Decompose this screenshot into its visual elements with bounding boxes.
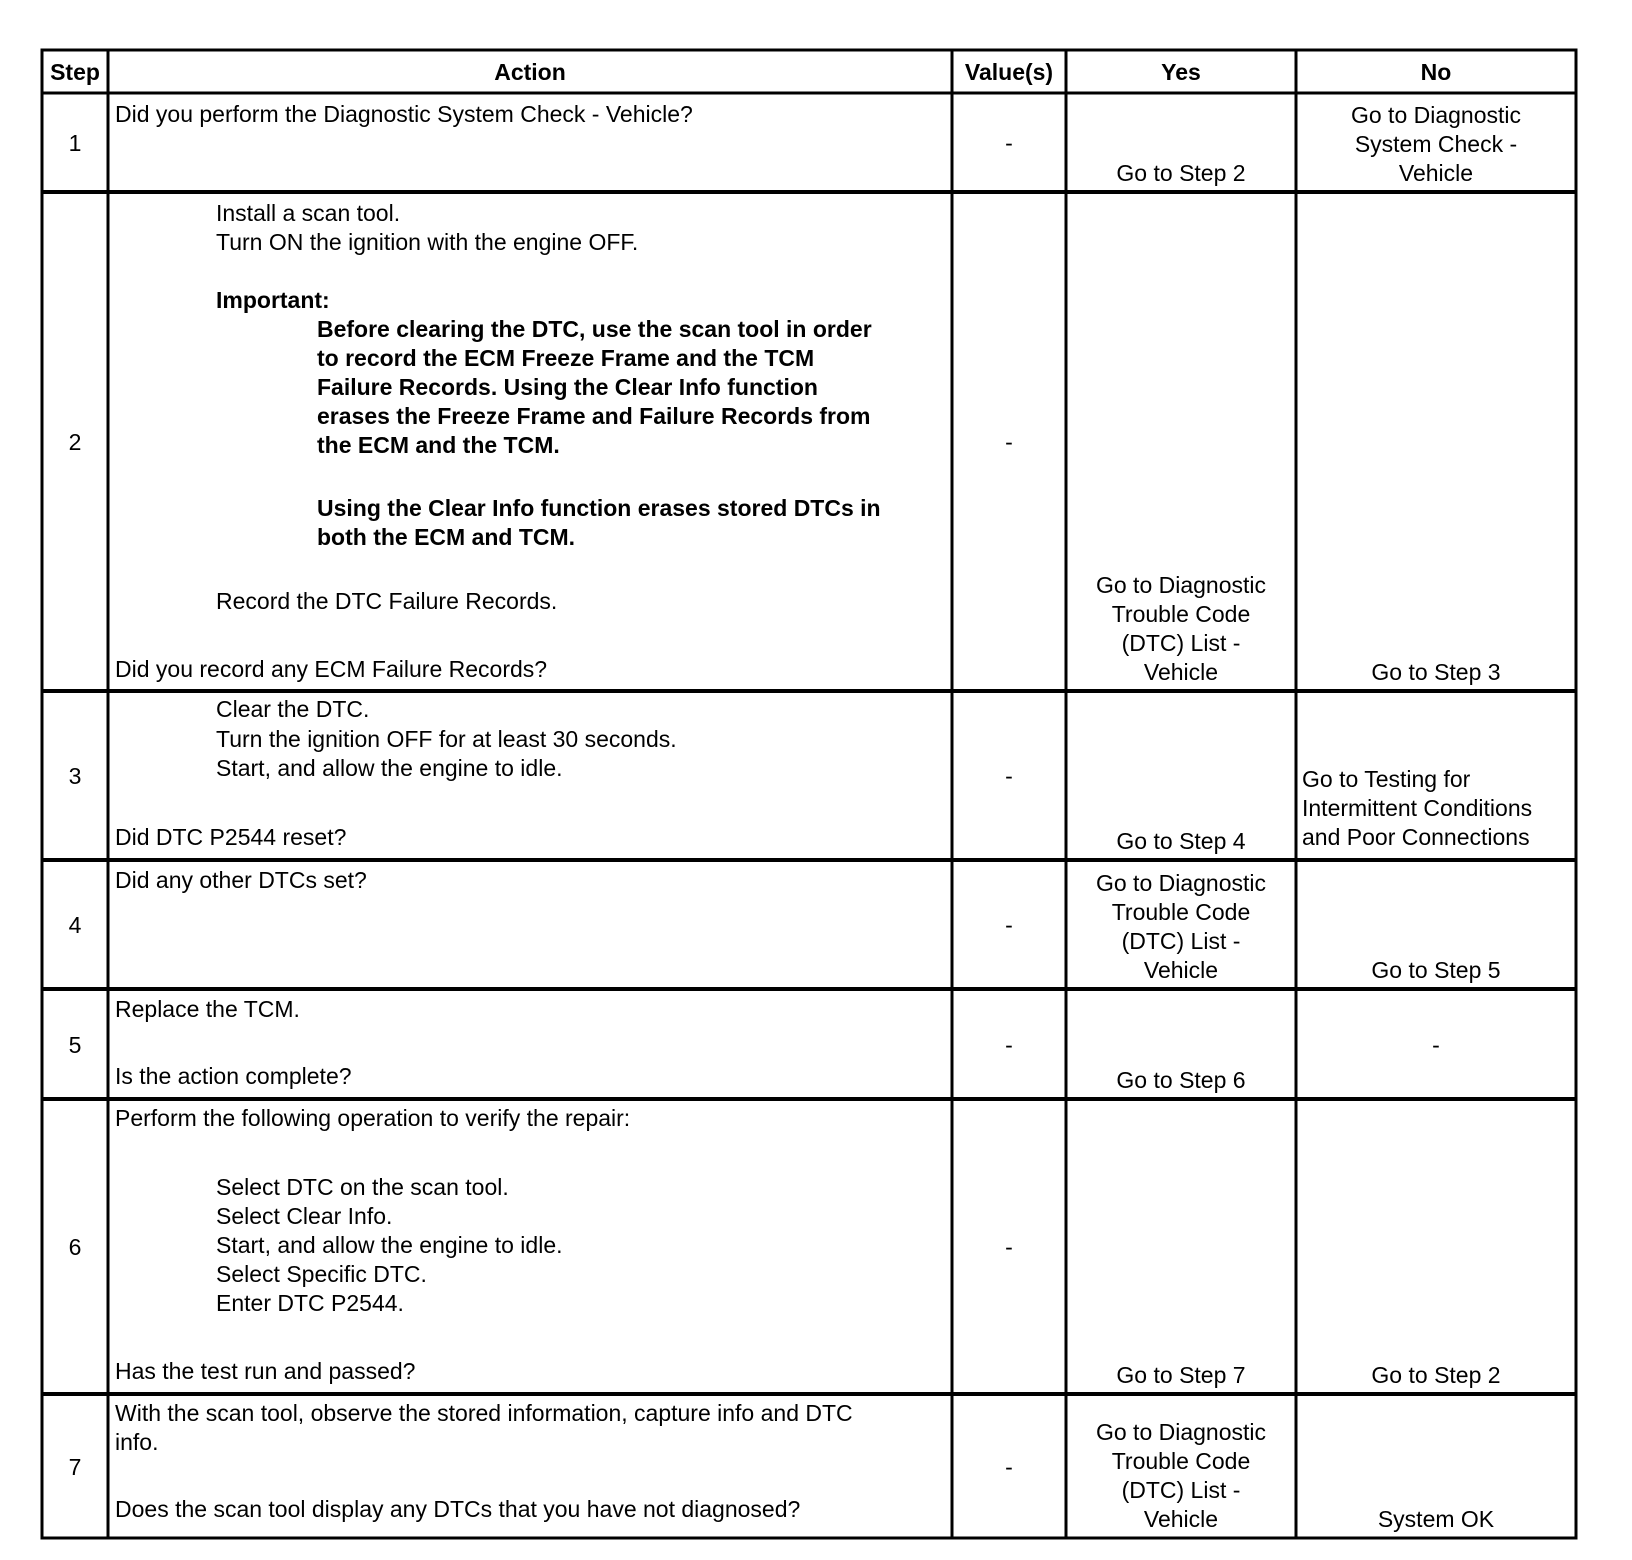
no-cell bbox=[1296, 1396, 1576, 1538]
yes-line: Vehicle bbox=[1143, 957, 1219, 983]
no-cell bbox=[1296, 1101, 1576, 1394]
no-line: Go to Step 5 bbox=[1371, 957, 1501, 983]
step-number: 4 bbox=[68, 912, 82, 938]
yes-cell bbox=[1066, 862, 1296, 989]
yes-line: Vehicle bbox=[1143, 659, 1219, 685]
no-line: Go to Testing for bbox=[1302, 766, 1471, 792]
important-note-line: the ECM and the TCM. bbox=[317, 432, 560, 458]
yes-cell bbox=[1066, 1396, 1296, 1538]
no-line: Go to Step 3 bbox=[1371, 659, 1501, 685]
step-number: 2 bbox=[68, 429, 82, 455]
header-step: Step bbox=[50, 59, 100, 85]
action-item: Turn ON the ignition with the engine OFF. bbox=[216, 229, 639, 255]
action-question: Did DTC P2544 reset? bbox=[115, 824, 347, 850]
action-item: Select Specific DTC. bbox=[216, 1261, 427, 1287]
action-item: Clear the DTC. bbox=[216, 696, 370, 722]
step-number: 1 bbox=[68, 130, 82, 156]
step-number: 5 bbox=[68, 1031, 82, 1058]
value-cell: - bbox=[1005, 912, 1013, 938]
action-intro: With the scan tool, observe the stored information, capture info and DTC bbox=[115, 1400, 853, 1426]
step-number: 6 bbox=[68, 1234, 82, 1260]
no-line: Go to Step 2 bbox=[1371, 1362, 1501, 1388]
no-line: Intermittent Conditions bbox=[1302, 795, 1533, 821]
action-item: Start, and allow the engine to idle. bbox=[216, 755, 563, 781]
yes-cell bbox=[1066, 194, 1296, 691]
action-record: Record the DTC Failure Records. bbox=[216, 588, 558, 614]
action-question: Did you perform the Diagnostic System Check - Vehicle? bbox=[115, 101, 693, 127]
important-label: Important: bbox=[216, 287, 330, 313]
header-yes: Yes bbox=[1161, 59, 1201, 85]
no-cell bbox=[1296, 194, 1576, 691]
no-line: and Poor Connections bbox=[1302, 824, 1530, 850]
action-question: Is the action complete? bbox=[115, 1063, 352, 1089]
action-item: Install a scan tool. bbox=[216, 200, 401, 226]
yes-cell bbox=[1066, 991, 1296, 1099]
no-cell bbox=[1296, 95, 1576, 192]
action-item: Enter DTC P2544. bbox=[216, 1290, 404, 1316]
important-note-line: Failure Records. Using the Clear Info function bbox=[317, 374, 818, 400]
important-note-line: Using the Clear Info function erases stored DTCs in bbox=[317, 495, 881, 521]
value-cell: - bbox=[1005, 1031, 1013, 1058]
header-no: No bbox=[1420, 59, 1452, 85]
yes-cell bbox=[1066, 95, 1296, 192]
yes-cell bbox=[1066, 693, 1296, 860]
yes-line: (DTC) List - bbox=[1121, 630, 1241, 656]
yes-line: Go to Step 6 bbox=[1116, 1067, 1246, 1093]
no-cell bbox=[1296, 862, 1576, 989]
header-values: Value(s) bbox=[964, 59, 1054, 85]
action-intro: Replace the TCM. bbox=[115, 996, 300, 1022]
value-cell: - bbox=[1005, 1234, 1013, 1260]
action-item: Select DTC on the scan tool. bbox=[216, 1174, 509, 1200]
no-line: System OK bbox=[1377, 1506, 1495, 1532]
yes-line: Vehicle bbox=[1143, 1506, 1219, 1532]
yes-line: Go to Step 7 bbox=[1116, 1362, 1246, 1388]
yes-line: Go to Diagnostic bbox=[1095, 870, 1267, 896]
step-number: 7 bbox=[68, 1453, 82, 1480]
yes-line: Go to Diagnostic bbox=[1095, 1419, 1267, 1445]
value-cell: - bbox=[1005, 763, 1013, 789]
action-item: Turn the ignition OFF for at least 30 seconds. bbox=[216, 726, 677, 752]
important-note-line: Before clearing the DTC, use the scan tool in order bbox=[317, 316, 872, 342]
action-question: Does the scan tool display any DTCs that you have not diagnosed? bbox=[115, 1496, 801, 1522]
action-item: Select Clear Info. bbox=[216, 1203, 393, 1229]
yes-line: Go to Diagnostic bbox=[1095, 572, 1267, 598]
yes-line: (DTC) List - bbox=[1121, 1477, 1241, 1503]
no-cell bbox=[1296, 693, 1576, 860]
action-question: Did you record any ECM Failure Records? bbox=[115, 656, 548, 682]
important-note-line: to record the ECM Freeze Frame and the TCM bbox=[317, 345, 815, 371]
yes-line: (DTC) List - bbox=[1121, 928, 1241, 954]
yes-line: Trouble Code bbox=[1111, 601, 1251, 627]
action-intro: info. bbox=[115, 1429, 159, 1455]
yes-line: Go to Step 4 bbox=[1116, 828, 1246, 854]
yes-line: Trouble Code bbox=[1111, 899, 1251, 925]
no-line: Go to Diagnostic bbox=[1350, 102, 1522, 128]
yes-line: Trouble Code bbox=[1111, 1448, 1251, 1474]
no-cell: - bbox=[1432, 1031, 1440, 1058]
action-question: Has the test run and passed? bbox=[115, 1358, 416, 1384]
value-cell: - bbox=[1005, 429, 1013, 455]
action-item: Start, and allow the engine to idle. bbox=[216, 1232, 563, 1258]
yes-cell bbox=[1066, 1101, 1296, 1394]
important-note-line: erases the Freeze Frame and Failure Records from bbox=[317, 403, 871, 429]
action-intro: Perform the following operation to verify the repair: bbox=[115, 1105, 631, 1131]
step-number: 3 bbox=[68, 763, 82, 789]
yes-line: Go to Step 2 bbox=[1116, 160, 1246, 186]
no-line: Vehicle bbox=[1398, 160, 1474, 186]
important-note-line: both the ECM and TCM. bbox=[317, 524, 576, 550]
no-line: System Check - bbox=[1354, 131, 1518, 157]
value-cell: - bbox=[1005, 130, 1013, 156]
header-action: Action bbox=[494, 59, 566, 85]
value-cell: - bbox=[1005, 1453, 1013, 1480]
action-question: Did any other DTCs set? bbox=[115, 867, 367, 893]
